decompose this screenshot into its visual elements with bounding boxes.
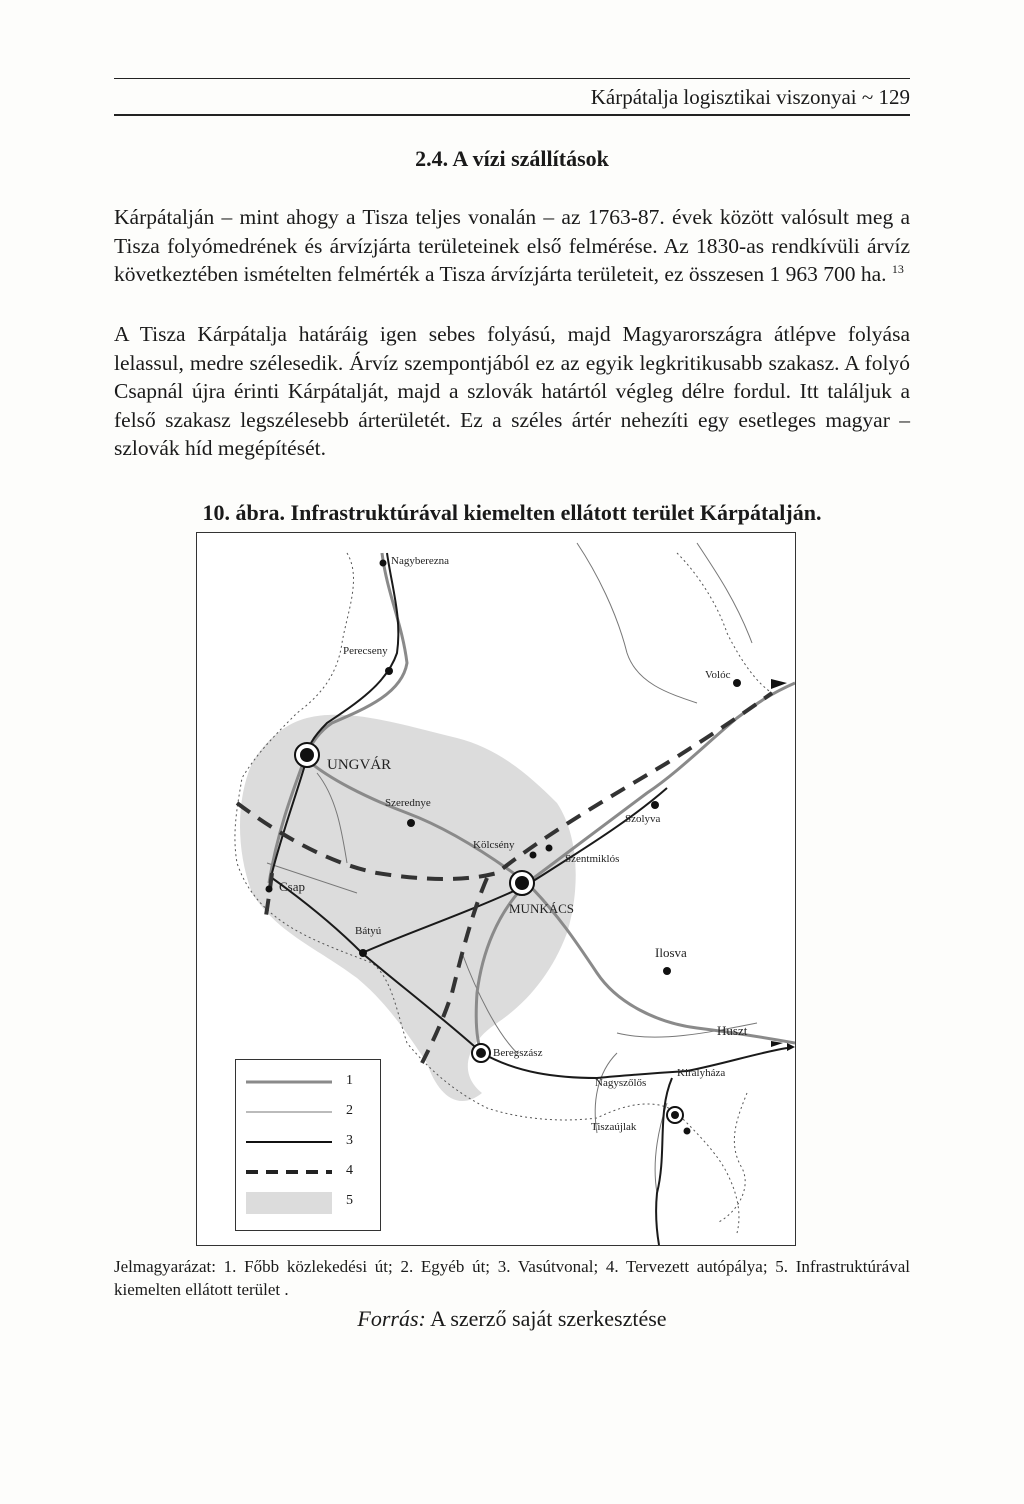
legend-num-3: 3 — [346, 1133, 353, 1148]
label-szentmiklos: Szentmiklós — [565, 853, 620, 865]
source-line — [114, 1306, 910, 1332]
label-voloc: Volóc — [705, 669, 731, 681]
figure-caption: 10. ábra. Infrastruktúrával kiemelten ellátott terület Kárpátalján. — [202, 500, 822, 525]
label-szolyva: Szolyva — [625, 813, 661, 825]
legend-row-4 — [236, 1158, 380, 1188]
legend-row-2 — [236, 1098, 380, 1128]
label-batyu: Bátyú — [355, 925, 382, 937]
legend-row-1 — [236, 1068, 380, 1098]
legend-explanation: Jelmagyarázat: 1. Főbb közlekedési út; 2. Egyéb út; 3. Vasútvonal; 4. Tervezett autópálya; 5. Infrastruktúrával kiemelten ellátott terület . — [114, 1257, 910, 1299]
label-kiralyhaza: Királyháza — [677, 1067, 726, 1079]
running-header: Kárpátalja logisztikai viszonyai ~ 129 — [114, 84, 910, 116]
header-top-rule — [114, 78, 910, 79]
label-kolcseny: Kölcsény — [473, 839, 515, 851]
paragraph-1-text: Kárpátalján – mint ahogy a Tisza teljes vonalán – az 1763-87. évek között valósult meg a Tisza folyómedrének és árvízjárta területeinek első felmérése. Az 1830-as rendkívüli árvíz következtében ismételten felmérték a Tisza árvízjárta területeit, ez összesen 1 963 700 ha. — [114, 205, 910, 286]
label-csap: Csap — [279, 879, 305, 894]
source-text: A szerző saját szerkesztése — [430, 1306, 667, 1331]
paragraph-1 — [114, 203, 910, 289]
legend-row-3 — [236, 1128, 380, 1158]
label-huszt: Huszt — [717, 1023, 748, 1038]
map-figure — [196, 532, 796, 1246]
legend-num-4: 4 — [346, 1163, 353, 1178]
label-nagyberezna: Nagyberezna — [391, 555, 450, 567]
legend-num-2: 2 — [346, 1103, 353, 1118]
label-perecseny: Perecseny — [343, 645, 388, 657]
legend-row-5 — [236, 1188, 380, 1218]
label-tiszaujlak: Tiszaújlak — [591, 1121, 637, 1133]
label-szerednye: Szerednye — [385, 797, 431, 809]
label-ilosva: Ilosva — [655, 945, 687, 960]
label-beregszasz: Beregszász — [493, 1047, 543, 1059]
source-label: Forrás: — [357, 1306, 426, 1331]
section-title: 2.4. A vízi szállítások — [415, 146, 609, 171]
label-nagyszolos: Nagyszőlős — [595, 1077, 647, 1089]
map-legend — [235, 1059, 381, 1231]
footnote-ref: 13 — [891, 261, 904, 276]
paragraph-2: A Tisza Kárpátalja határáig igen sebes folyású, majd Magyarországra átlépve folyása lelassul, medre szélesedik. Árvíz szempontjából ez az egyik legkritikusabb szakasz. A folyó Csapnál újra érinti Kárpátalját, majd a szlovák határtól végleg délre fordul. Itt találjuk a felső szakasz legszélesebb árterületét. Ez a széles ártér nehezíti egy esetleges magyar – szlovák híd megépítését. — [114, 322, 910, 460]
border-line-southeast — [717, 1093, 747, 1223]
label-munkacs: MUNKÁCS — [509, 901, 575, 916]
legend-num-1: 1 — [346, 1073, 353, 1088]
legend-num-5: 5 — [346, 1193, 353, 1208]
label-ungvar: UNGVÁR — [327, 757, 392, 773]
